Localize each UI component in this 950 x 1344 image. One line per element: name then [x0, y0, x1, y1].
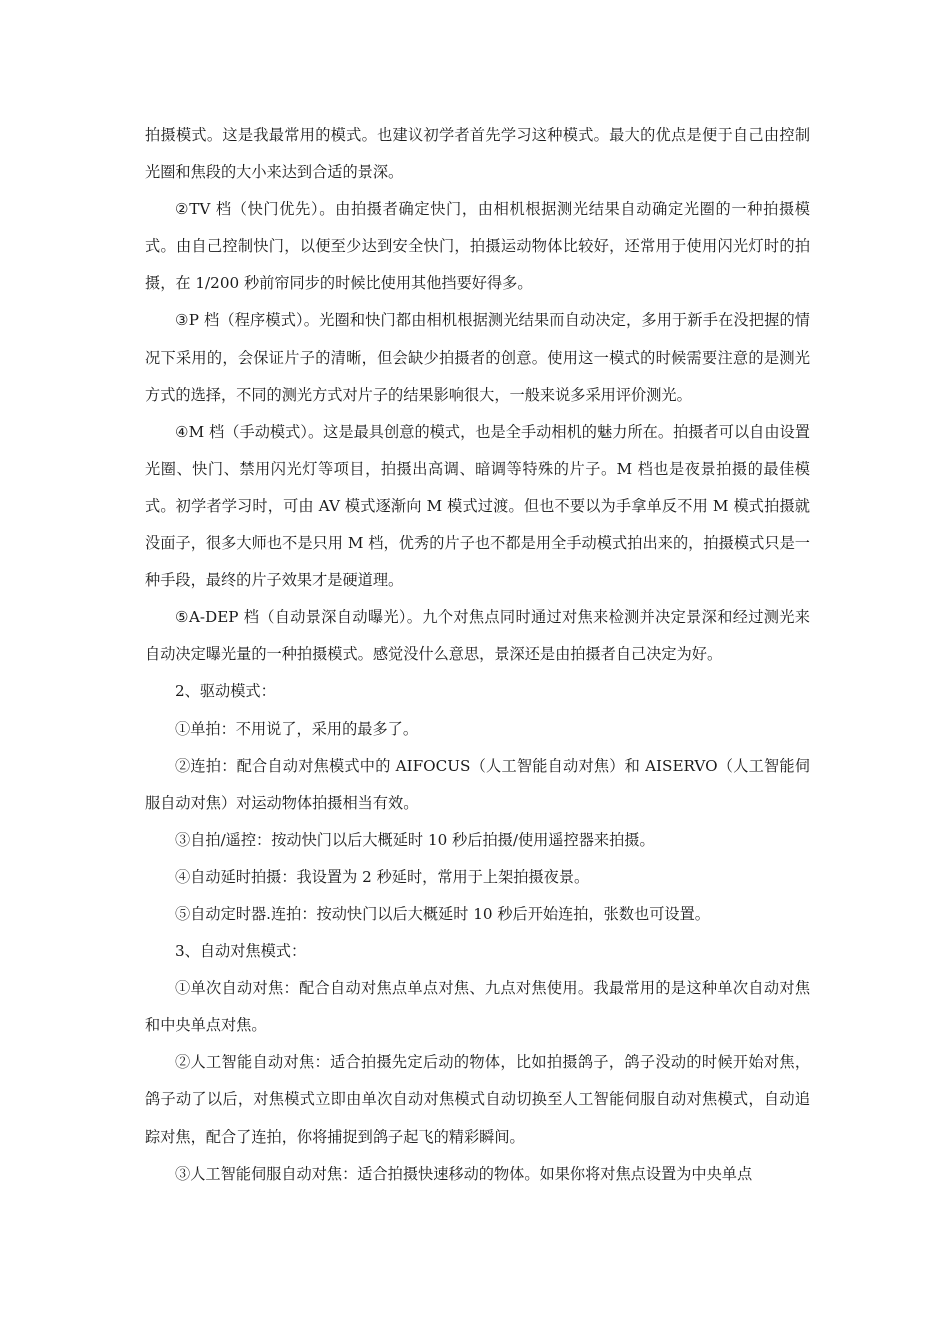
paragraph-single-shot: ①单拍：不用说了，采用的最多了。	[175, 719, 418, 738]
paragraph-m-mode: ④M 档（手动模式）。这是最具创意的模式，也是全手动相机的魅力所在。拍摄者可以自由设置光圈、快门、禁用闪光灯等项目，拍摄出高调、暗调等特殊的片子。M 档也是夜景拍摄的最佳模式。初学者学习时，可由 AV 模式逐渐向 M 模式过渡。但也不要以为手拿单反不用 M 模式拍摄就没面子，很多大师也不是只用 M 档，优秀的片子也不都是用全手动模式拍出来的，拍摄模式只是一种手段，最终的片子效果才是硬道理。	[145, 422, 810, 590]
paragraph-p-mode: ③P 档（程序模式）。光圈和快门都由相机根据测光结果而自动决定，多用于新手在没把握的情况下采用的，会保证片子的清晰，但会缺少拍摄者的创意。使用这一模式的时候需要注意的是测光方式的选择，不同的测光方式对片子的结果影响很大，一般来说多采用评价测光。	[145, 311, 810, 404]
section-heading-autofocus-mode: 3、自动对焦模式：	[175, 942, 307, 961]
document-body	[145, 117, 810, 1193]
paragraph-ai-servo-af: ③人工智能伺服自动对焦：适合拍摄快速移动的物体。如果你将对焦点设置为中央单点	[175, 1164, 753, 1183]
paragraph-ai-focus-af: ②人工智能自动对焦：适合拍摄先定后动的物体，比如拍摄鸽子，鸽子没动的时候开始对焦，鸽子动了以后，对焦模式立即由单次自动对焦模式自动切换至人工智能伺服自动对焦模式，自动追踪对焦，配合了连拍，你将捕捉到鸽子起飞的精彩瞬间。	[145, 1053, 810, 1146]
paragraph-self-timer-remote: ③自拍/遥控：按动快门以后大概延时 10 秒后拍摄/使用遥控器来拍摄。	[175, 830, 655, 849]
paragraph-timer-continuous: ⑤自动定时器.连拍：按动快门以后大概延时 10 秒后开始连拍，张数也可设置。	[175, 904, 710, 923]
paragraph-continuous-shot: ②连拍：配合自动对焦模式中的 AIFOCUS（人工智能自动对焦）和 AISERVO（人工智能伺服自动对焦）对运动物体拍摄相当有效。	[145, 756, 810, 812]
section-heading-drive-mode: 2、驱动模式：	[175, 682, 276, 701]
paragraph-tv-mode: ②TV 档（快门优先）。由拍摄者确定快门，由相机根据测光结果自动确定光圈的一种拍摄模式。由自己控制快门，以便至少达到安全快门，拍摄运动物体比较好，还常用于使用闪光灯时的拍摄，在 1/200 秒前帘同步的时候比使用其他挡要好得多。	[145, 200, 810, 293]
paragraph-av-mode-continued: 拍摄模式。这是我最常用的模式。也建议初学者首先学习这种模式。最大的优点是便于自己由控制光圈和焦段的大小来达到合适的景深。	[145, 126, 810, 182]
paragraph-delay-shot: ④自动延时拍摄：我设置为 2 秒延时，常用于上架拍摄夜景。	[175, 867, 590, 886]
paragraph-one-shot-af: ①单次自动对焦：配合自动对焦点单点对焦、九点对焦使用。我最常用的是这种单次自动对焦和中央单点对焦。	[145, 979, 810, 1035]
paragraph-a-dep-mode: ⑤A-DEP 档（自动景深自动曝光）。九个对焦点同时通过对焦来检测并决定景深和经过测光来自动决定曝光量的一种拍摄模式。感觉没什么意思，景深还是由拍摄者自己决定为好。	[145, 608, 810, 664]
